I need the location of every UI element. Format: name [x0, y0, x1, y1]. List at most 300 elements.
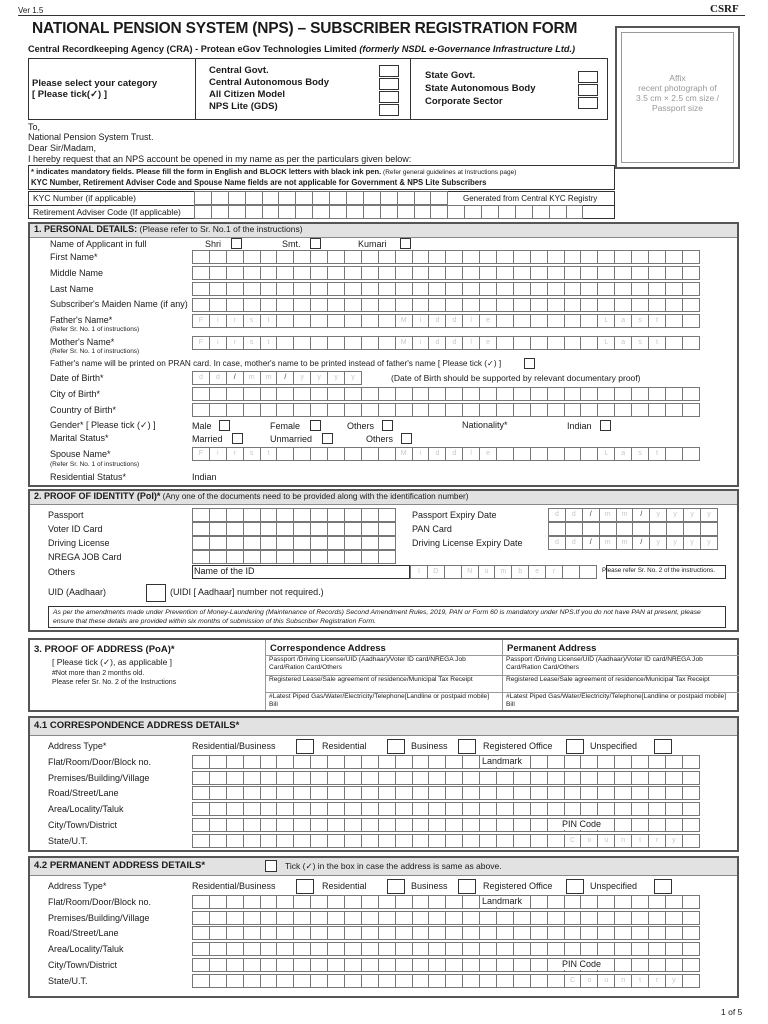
- char-cell[interactable]: M: [395, 447, 413, 461]
- kumari-checkbox[interactable]: [400, 238, 411, 249]
- char-cell[interactable]: [260, 250, 278, 264]
- char-cell[interactable]: L: [597, 314, 615, 328]
- char-cell[interactable]: [276, 755, 294, 769]
- char-cell[interactable]: d: [192, 371, 210, 385]
- char-cell[interactable]: [260, 550, 278, 564]
- char-cell[interactable]: [344, 974, 362, 988]
- char-cell[interactable]: l: [462, 314, 480, 328]
- char-cell[interactable]: [513, 266, 531, 280]
- poa-perm-option-2[interactable]: Registered Lease/Sale agreement of residence/Municipal Tax Receipt: [506, 676, 710, 683]
- char-cell[interactable]: [682, 314, 700, 328]
- char-cell[interactable]: [582, 522, 600, 536]
- char-cell[interactable]: [496, 911, 514, 925]
- char-cell[interactable]: [682, 387, 700, 401]
- char-cell[interactable]: [513, 336, 531, 350]
- char-cell[interactable]: [327, 958, 345, 972]
- char-cell[interactable]: [665, 911, 683, 925]
- char-cell[interactable]: [462, 786, 480, 800]
- char-cell[interactable]: [327, 550, 345, 564]
- char-cell[interactable]: r: [648, 974, 666, 988]
- char-cell[interactable]: [412, 958, 430, 972]
- char-cell[interactable]: [530, 298, 548, 312]
- char-cell[interactable]: [344, 786, 362, 800]
- char-cell[interactable]: L: [597, 336, 615, 350]
- char-cell[interactable]: [192, 771, 210, 785]
- char-cell[interactable]: [395, 282, 413, 296]
- char-cell[interactable]: [496, 403, 514, 417]
- char-cell[interactable]: d: [548, 536, 566, 550]
- char-cell[interactable]: [412, 755, 430, 769]
- char-cell[interactable]: s: [243, 314, 261, 328]
- char-cell[interactable]: s: [631, 447, 649, 461]
- char-cell[interactable]: [327, 250, 345, 264]
- char-cell[interactable]: [395, 942, 413, 956]
- char-cell[interactable]: [344, 522, 362, 536]
- char-cell[interactable]: [243, 550, 261, 564]
- char-cell[interactable]: [597, 403, 615, 417]
- char-cell[interactable]: [344, 403, 362, 417]
- char-cell[interactable]: [192, 298, 210, 312]
- char-cell[interactable]: [276, 771, 294, 785]
- char-cell[interactable]: [243, 974, 261, 988]
- char-cell[interactable]: [462, 818, 480, 832]
- char-cell[interactable]: [361, 282, 379, 296]
- gender-others-checkbox[interactable]: [382, 420, 393, 431]
- char-cell[interactable]: [378, 926, 396, 940]
- char-cell[interactable]: e: [528, 565, 546, 579]
- char-cell[interactable]: [614, 771, 632, 785]
- char-cell[interactable]: [530, 755, 548, 769]
- business-checkbox[interactable]: [458, 879, 476, 894]
- char-cell[interactable]: [344, 282, 362, 296]
- char-cell[interactable]: [648, 958, 666, 972]
- char-cell[interactable]: [564, 926, 582, 940]
- char-cell[interactable]: [462, 755, 480, 769]
- flat-grid[interactable]: [192, 755, 699, 769]
- char-cell[interactable]: [260, 895, 278, 909]
- char-cell[interactable]: [293, 250, 311, 264]
- char-cell[interactable]: [260, 282, 278, 296]
- char-cell[interactable]: [530, 771, 548, 785]
- char-cell[interactable]: [599, 522, 617, 536]
- char-cell[interactable]: [361, 522, 379, 536]
- char-cell[interactable]: [412, 834, 430, 848]
- char-cell[interactable]: [682, 250, 700, 264]
- char-cell[interactable]: [209, 536, 227, 550]
- char-cell[interactable]: [683, 522, 701, 536]
- char-cell[interactable]: [412, 250, 430, 264]
- char-cell[interactable]: [192, 926, 210, 940]
- char-cell[interactable]: [547, 250, 565, 264]
- char-cell[interactable]: [276, 403, 294, 417]
- char-cell[interactable]: [378, 771, 396, 785]
- char-cell[interactable]: [412, 895, 430, 909]
- char-cell[interactable]: [243, 818, 261, 832]
- char-cell[interactable]: [665, 282, 683, 296]
- char-cell[interactable]: s: [631, 336, 649, 350]
- char-cell[interactable]: [226, 771, 244, 785]
- char-cell[interactable]: [665, 818, 683, 832]
- char-cell[interactable]: [562, 565, 580, 579]
- city-of-birth-grid[interactable]: [192, 387, 699, 401]
- char-cell[interactable]: [412, 926, 430, 940]
- char-cell[interactable]: d: [445, 447, 463, 461]
- char-cell[interactable]: y: [700, 508, 718, 522]
- char-cell[interactable]: [361, 550, 379, 564]
- char-cell[interactable]: [462, 958, 480, 972]
- char-cell[interactable]: [665, 336, 683, 350]
- char-cell[interactable]: d: [548, 508, 566, 522]
- char-cell[interactable]: [327, 818, 345, 832]
- char-cell[interactable]: y: [649, 508, 667, 522]
- address-line-grid[interactable]: [192, 942, 699, 956]
- unmarried-checkbox[interactable]: [322, 433, 333, 444]
- char-cell[interactable]: [226, 942, 244, 956]
- char-cell[interactable]: [395, 771, 413, 785]
- char-cell[interactable]: [631, 250, 649, 264]
- char-cell[interactable]: [209, 895, 227, 909]
- char-cell[interactable]: m: [599, 536, 617, 550]
- char-cell[interactable]: [428, 958, 446, 972]
- char-cell[interactable]: [445, 250, 463, 264]
- indian-checkbox[interactable]: [600, 420, 611, 431]
- char-cell[interactable]: [682, 447, 700, 461]
- char-cell[interactable]: [344, 336, 362, 350]
- char-cell[interactable]: y: [700, 536, 718, 550]
- char-cell[interactable]: [260, 522, 278, 536]
- char-cell[interactable]: [445, 974, 463, 988]
- char-cell[interactable]: [462, 942, 480, 956]
- char-cell[interactable]: [547, 802, 565, 816]
- char-cell[interactable]: [648, 282, 666, 296]
- char-cell[interactable]: [344, 550, 362, 564]
- char-cell[interactable]: [243, 834, 261, 848]
- char-cell[interactable]: y: [683, 508, 701, 522]
- char-cell[interactable]: d: [565, 536, 583, 550]
- char-cell[interactable]: [378, 834, 396, 848]
- char-cell[interactable]: F: [192, 447, 210, 461]
- business-checkbox[interactable]: [458, 739, 476, 754]
- char-cell[interactable]: [496, 314, 514, 328]
- char-cell[interactable]: [395, 250, 413, 264]
- char-cell[interactable]: /: [276, 371, 294, 385]
- char-cell[interactable]: [260, 974, 278, 988]
- address-line-grid[interactable]: [192, 911, 699, 925]
- char-cell[interactable]: [243, 802, 261, 816]
- char-cell[interactable]: s: [243, 336, 261, 350]
- address-line-grid[interactable]: [192, 802, 699, 816]
- male-checkbox[interactable]: [219, 420, 230, 431]
- char-cell[interactable]: /: [226, 371, 244, 385]
- photo-box[interactable]: [615, 26, 740, 169]
- char-cell[interactable]: [580, 314, 598, 328]
- char-cell[interactable]: [243, 298, 261, 312]
- char-cell[interactable]: [361, 926, 379, 940]
- char-cell[interactable]: [344, 314, 362, 328]
- char-cell[interactable]: [564, 447, 582, 461]
- char-cell[interactable]: [226, 282, 244, 296]
- char-cell[interactable]: [564, 403, 582, 417]
- char-cell[interactable]: [361, 895, 379, 909]
- char-cell[interactable]: /: [632, 536, 650, 550]
- char-cell[interactable]: [361, 786, 379, 800]
- char-cell[interactable]: [243, 508, 261, 522]
- char-cell[interactable]: [479, 250, 497, 264]
- poa-perm-option-3[interactable]: #Latest Piped Gas/Water/Electricity/Telephone[Landline or postpaid mobile] Bill: [506, 693, 727, 708]
- char-cell[interactable]: [445, 266, 463, 280]
- char-cell[interactable]: [395, 802, 413, 816]
- char-cell[interactable]: [445, 786, 463, 800]
- char-cell[interactable]: [479, 298, 497, 312]
- char-cell[interactable]: [226, 755, 244, 769]
- char-cell[interactable]: [547, 755, 565, 769]
- char-cell[interactable]: [361, 447, 379, 461]
- char-cell[interactable]: y: [310, 371, 328, 385]
- char-cell[interactable]: [327, 282, 345, 296]
- char-cell[interactable]: [260, 536, 278, 550]
- char-cell[interactable]: [564, 895, 582, 909]
- char-cell[interactable]: [226, 834, 244, 848]
- char-cell[interactable]: [209, 942, 227, 956]
- char-cell[interactable]: [547, 447, 565, 461]
- char-cell[interactable]: [564, 298, 582, 312]
- char-cell[interactable]: [361, 942, 379, 956]
- char-cell[interactable]: [479, 974, 497, 988]
- char-cell[interactable]: [310, 926, 328, 940]
- char-cell[interactable]: [462, 895, 480, 909]
- char-cell[interactable]: [395, 834, 413, 848]
- char-cell[interactable]: [293, 802, 311, 816]
- city-grid[interactable]: [192, 818, 699, 832]
- char-cell[interactable]: [547, 942, 565, 956]
- char-cell[interactable]: [192, 550, 210, 564]
- char-cell[interactable]: [293, 403, 311, 417]
- char-cell[interactable]: [513, 958, 531, 972]
- char-cell[interactable]: u: [478, 565, 496, 579]
- char-cell[interactable]: F: [192, 314, 210, 328]
- char-cell[interactable]: [665, 387, 683, 401]
- char-cell[interactable]: [614, 802, 632, 816]
- char-cell[interactable]: [513, 911, 531, 925]
- char-cell[interactable]: [192, 755, 210, 769]
- char-cell[interactable]: [395, 266, 413, 280]
- char-cell[interactable]: [260, 942, 278, 956]
- char-cell[interactable]: [614, 895, 632, 909]
- char-cell[interactable]: F: [192, 336, 210, 350]
- first-name-grid[interactable]: [192, 250, 699, 264]
- char-cell[interactable]: [260, 802, 278, 816]
- char-cell[interactable]: [564, 911, 582, 925]
- char-cell[interactable]: [665, 802, 683, 816]
- char-cell[interactable]: [276, 536, 294, 550]
- uid-checkbox[interactable]: [146, 584, 166, 602]
- char-cell[interactable]: t: [631, 974, 649, 988]
- char-cell[interactable]: [597, 786, 615, 800]
- char-cell[interactable]: [513, 771, 531, 785]
- char-cell[interactable]: [192, 266, 210, 280]
- char-cell[interactable]: a: [614, 447, 632, 461]
- char-cell[interactable]: l: [462, 447, 480, 461]
- state-grid[interactable]: [192, 834, 699, 848]
- char-cell[interactable]: [276, 266, 294, 280]
- char-cell[interactable]: [260, 771, 278, 785]
- char-cell[interactable]: [412, 942, 430, 956]
- char-cell[interactable]: [428, 942, 446, 956]
- char-cell[interactable]: [564, 266, 582, 280]
- char-cell[interactable]: [209, 266, 227, 280]
- char-cell[interactable]: [293, 942, 311, 956]
- char-cell[interactable]: [226, 958, 244, 972]
- char-cell[interactable]: [361, 387, 379, 401]
- char-cell[interactable]: [310, 403, 328, 417]
- char-cell[interactable]: [496, 266, 514, 280]
- char-cell[interactable]: [580, 298, 598, 312]
- char-cell[interactable]: [682, 336, 700, 350]
- char-cell[interactable]: [192, 911, 210, 925]
- char-cell[interactable]: [260, 266, 278, 280]
- registered-office-checkbox[interactable]: [566, 739, 584, 754]
- char-cell[interactable]: [631, 942, 649, 956]
- char-cell[interactable]: [276, 314, 294, 328]
- char-cell[interactable]: [547, 834, 565, 848]
- char-cell[interactable]: [327, 314, 345, 328]
- char-cell[interactable]: [682, 786, 700, 800]
- char-cell[interactable]: [631, 403, 649, 417]
- char-cell[interactable]: [361, 911, 379, 925]
- char-cell[interactable]: [378, 786, 396, 800]
- char-cell[interactable]: [496, 387, 514, 401]
- char-cell[interactable]: [361, 771, 379, 785]
- char-cell[interactable]: [192, 786, 210, 800]
- residential-checkbox[interactable]: [387, 879, 405, 894]
- char-cell[interactable]: [293, 834, 311, 848]
- print-mother-checkbox[interactable]: [524, 358, 535, 369]
- char-cell[interactable]: [327, 403, 345, 417]
- char-cell[interactable]: [226, 911, 244, 925]
- char-cell[interactable]: t: [648, 447, 666, 461]
- char-cell[interactable]: [462, 926, 480, 940]
- nps-lite-checkbox[interactable]: [379, 104, 399, 116]
- char-cell[interactable]: [631, 282, 649, 296]
- char-cell[interactable]: [310, 387, 328, 401]
- residential-business-checkbox[interactable]: [296, 739, 314, 754]
- char-cell[interactable]: [378, 895, 396, 909]
- char-cell[interactable]: [395, 958, 413, 972]
- char-cell[interactable]: [192, 974, 210, 988]
- char-cell[interactable]: [666, 522, 684, 536]
- char-cell[interactable]: [597, 942, 615, 956]
- char-cell[interactable]: [192, 250, 210, 264]
- char-cell[interactable]: d: [428, 314, 446, 328]
- char-cell[interactable]: t: [260, 314, 278, 328]
- char-cell[interactable]: [327, 508, 345, 522]
- char-cell[interactable]: [327, 522, 345, 536]
- char-cell[interactable]: [428, 926, 446, 940]
- char-cell[interactable]: [479, 942, 497, 956]
- char-cell[interactable]: C: [564, 834, 582, 848]
- char-cell[interactable]: [580, 250, 598, 264]
- char-cell[interactable]: [614, 298, 632, 312]
- char-cell[interactable]: [226, 250, 244, 264]
- char-cell[interactable]: [395, 818, 413, 832]
- char-cell[interactable]: [344, 818, 362, 832]
- char-cell[interactable]: [260, 387, 278, 401]
- char-cell[interactable]: y: [666, 536, 684, 550]
- char-cell[interactable]: [395, 974, 413, 988]
- char-cell[interactable]: [209, 834, 227, 848]
- char-cell[interactable]: [276, 250, 294, 264]
- char-cell[interactable]: [682, 771, 700, 785]
- char-cell[interactable]: [547, 786, 565, 800]
- char-cell[interactable]: y: [665, 834, 683, 848]
- char-cell[interactable]: [614, 818, 632, 832]
- char-cell[interactable]: [209, 403, 227, 417]
- char-cell[interactable]: [378, 818, 396, 832]
- char-cell[interactable]: [412, 266, 430, 280]
- char-cell[interactable]: d: [209, 371, 227, 385]
- char-cell[interactable]: [597, 911, 615, 925]
- char-cell[interactable]: r: [545, 565, 563, 579]
- char-cell[interactable]: [530, 250, 548, 264]
- char-cell[interactable]: [192, 522, 210, 536]
- char-cell[interactable]: [496, 336, 514, 350]
- char-cell[interactable]: [344, 298, 362, 312]
- char-cell[interactable]: y: [649, 536, 667, 550]
- char-cell[interactable]: [445, 298, 463, 312]
- char-cell[interactable]: [580, 895, 598, 909]
- char-cell[interactable]: [327, 786, 345, 800]
- char-cell[interactable]: [260, 786, 278, 800]
- char-cell[interactable]: [682, 298, 700, 312]
- char-cell[interactable]: o: [580, 974, 598, 988]
- char-cell[interactable]: [209, 818, 227, 832]
- mother-name-grid[interactable]: [192, 336, 699, 350]
- char-cell[interactable]: [631, 911, 649, 925]
- char-cell[interactable]: [428, 786, 446, 800]
- char-cell[interactable]: [310, 336, 328, 350]
- char-cell[interactable]: [547, 282, 565, 296]
- poa-perm-option-1[interactable]: Passport /Driving License/UID (Aadhaar)/Voter ID card/NREGA Job Card/Ration Card/Others: [506, 656, 703, 671]
- char-cell[interactable]: [378, 802, 396, 816]
- char-cell[interactable]: y: [344, 371, 362, 385]
- char-cell[interactable]: [209, 974, 227, 988]
- char-cell[interactable]: [209, 755, 227, 769]
- char-cell[interactable]: [428, 298, 446, 312]
- char-cell[interactable]: [665, 755, 683, 769]
- char-cell[interactable]: [597, 895, 615, 909]
- char-cell[interactable]: t: [648, 314, 666, 328]
- char-cell[interactable]: [648, 266, 666, 280]
- char-cell[interactable]: [445, 942, 463, 956]
- char-cell[interactable]: [378, 755, 396, 769]
- char-cell[interactable]: [293, 818, 311, 832]
- char-cell[interactable]: [496, 926, 514, 940]
- char-cell[interactable]: [445, 755, 463, 769]
- char-cell[interactable]: [310, 974, 328, 988]
- char-cell[interactable]: [530, 834, 548, 848]
- char-cell[interactable]: [293, 298, 311, 312]
- char-cell[interactable]: [665, 447, 683, 461]
- passport-grid[interactable]: [192, 508, 395, 522]
- char-cell[interactable]: l: [462, 336, 480, 350]
- char-cell[interactable]: [293, 314, 311, 328]
- char-cell[interactable]: [530, 403, 548, 417]
- char-cell[interactable]: [276, 834, 294, 848]
- char-cell[interactable]: [580, 802, 598, 816]
- char-cell[interactable]: [682, 818, 700, 832]
- char-cell[interactable]: [665, 314, 683, 328]
- char-cell[interactable]: [310, 818, 328, 832]
